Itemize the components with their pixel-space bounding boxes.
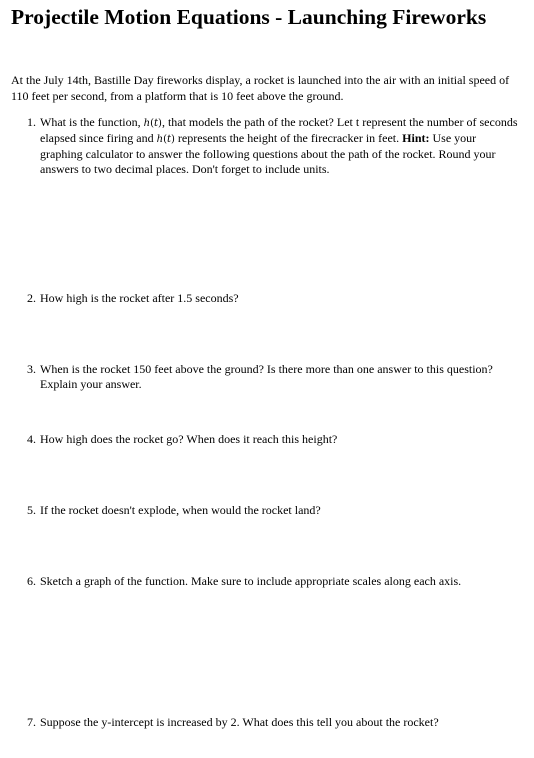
question-6 [27,574,519,589]
question-number: 5. [27,503,36,517]
question-5 [27,503,519,518]
question-7 [27,715,519,730]
question-text [27,115,519,177]
math-h-of-t: h(t) [143,118,162,129]
question-text: How high is the rocket after 1.5 seconds? [40,291,239,305]
question-text: How high does the rocket go? When does it reach this height? [40,432,338,446]
question-number: 6. [27,574,36,588]
hint-label: Hint: [402,131,430,145]
question-text: If the rocket doesn't explode, when would the rocket land? [40,503,321,517]
question-number: 1. [27,115,36,129]
question-text-part-a: What is the function, [40,115,144,129]
question-number: 7. [27,715,36,729]
question-4 [27,432,519,447]
page-title: Projectile Motion Equations - Launching Fireworks [11,5,487,29]
question-text: When is the rocket 150 feet above the ground? Is there more than one answer to this question? Explain your answer. [40,362,493,391]
question-3 [27,362,519,392]
question-number: 4. [27,432,36,446]
question-text-part-b: , that models the path of the rocket? Let t represent the number of seconds elapsed since firing and [40,115,518,145]
question-text: Suppose the y-intercept is increased by 2. What does this tell you about the rocket? [40,715,439,729]
math-h-of-t: h(t) [156,134,175,145]
question-number: 3. [27,362,36,376]
question-number: 2. [27,291,36,305]
intro-paragraph: At the July 14th, Bastille Day fireworks display, a rocket is launched into the air with an initial speed of 110 feet per second, from a platform that is 10 feet above the ground. [11,73,510,103]
question-1 [27,115,519,177]
question-text-part-d: Use your graphing calculator to answer the following questions about the path of the rocket. Round your answers to two decimal places. Don't forget to include units. [40,131,496,176]
question-text: Sketch a graph of the function. Make sure to include appropriate scales along each axis. [40,574,462,588]
question-text-part-c: represents the height of the firecracker in feet. [174,131,403,145]
question-2 [27,291,519,306]
